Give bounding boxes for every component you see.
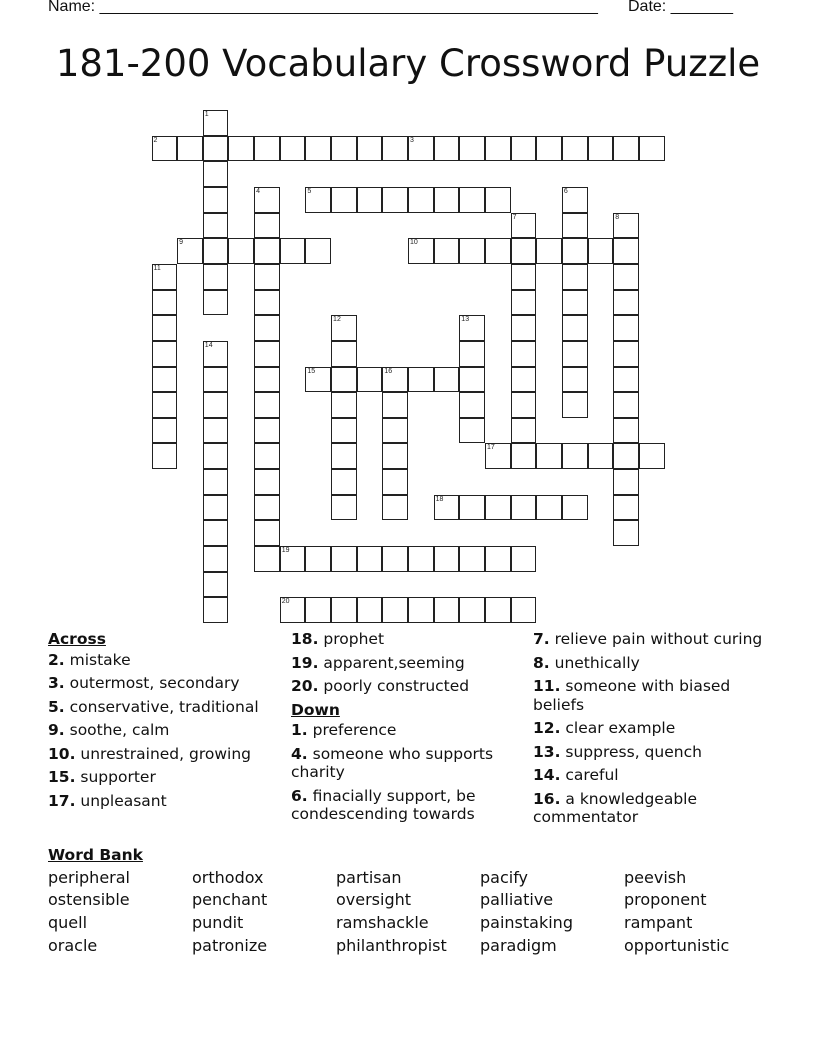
grid-cell[interactable] bbox=[203, 341, 229, 367]
grid-cell[interactable] bbox=[305, 187, 331, 213]
grid-cell[interactable] bbox=[562, 392, 588, 418]
grid-cell[interactable] bbox=[588, 136, 614, 162]
grid-cell[interactable] bbox=[408, 597, 434, 623]
grid-cell[interactable] bbox=[203, 187, 229, 213]
clue-item bbox=[48, 745, 283, 764]
grid-cell[interactable] bbox=[588, 443, 614, 469]
grid-cell[interactable] bbox=[152, 136, 178, 162]
grid-cell[interactable] bbox=[382, 392, 408, 418]
grid-cell[interactable] bbox=[305, 597, 331, 623]
clue-item-text: clear example bbox=[560, 719, 676, 737]
grid-cell[interactable] bbox=[511, 213, 537, 239]
word-bank-word: pacify bbox=[480, 868, 529, 887]
grid-cell[interactable] bbox=[203, 495, 229, 521]
grid-cell[interactable] bbox=[254, 418, 280, 444]
grid-cell[interactable] bbox=[562, 495, 588, 521]
grid-cell[interactable] bbox=[485, 443, 511, 469]
grid-cell[interactable] bbox=[331, 597, 357, 623]
clue-item-number: 20. bbox=[291, 677, 319, 695]
clue-number: 5 bbox=[307, 187, 312, 195]
clue-number: 9 bbox=[179, 239, 184, 247]
grid-cell[interactable] bbox=[511, 418, 537, 444]
clue-item-number: 2. bbox=[48, 650, 65, 669]
grid-cell[interactable] bbox=[203, 546, 229, 572]
word-bank-word: orthodox bbox=[192, 868, 264, 887]
word-bank-word: philanthropist bbox=[336, 936, 447, 955]
clue-item bbox=[533, 743, 768, 762]
clue-item-number: 3. bbox=[48, 674, 65, 692]
grid-cell[interactable] bbox=[152, 443, 178, 469]
grid-cell[interactable] bbox=[331, 546, 357, 572]
grid-cell[interactable] bbox=[613, 367, 639, 393]
grid-cell[interactable] bbox=[511, 341, 537, 367]
clue-item-number: 18. bbox=[291, 630, 319, 648]
grid-cell[interactable] bbox=[382, 136, 408, 162]
grid-cell[interactable] bbox=[562, 443, 588, 469]
word-bank-word: oracle bbox=[48, 936, 98, 955]
grid-cell[interactable] bbox=[203, 443, 229, 469]
grid-cell[interactable] bbox=[152, 418, 178, 444]
grid-cell[interactable] bbox=[613, 290, 639, 316]
grid-cell[interactable] bbox=[434, 136, 460, 162]
clue-item-number: 14. bbox=[533, 766, 561, 784]
clue-item-text: preference bbox=[307, 721, 397, 739]
grid-cell[interactable] bbox=[485, 495, 511, 521]
clue-item bbox=[291, 654, 526, 673]
grid-cell[interactable] bbox=[434, 238, 460, 264]
page-title: 181-200 Vocabulary Crossword Puzzle bbox=[55, 42, 761, 85]
clue-item-number: 19. bbox=[291, 653, 319, 672]
clue-item bbox=[533, 677, 768, 714]
grid-cell[interactable] bbox=[254, 264, 280, 290]
clue-number: 15 bbox=[307, 367, 316, 375]
word-bank-word: proponent bbox=[624, 890, 707, 909]
word-bank-word: pundit bbox=[192, 913, 244, 932]
grid-cell[interactable] bbox=[331, 187, 357, 213]
grid-cell[interactable] bbox=[511, 495, 537, 521]
grid-cell[interactable] bbox=[331, 392, 357, 418]
clue-item-text: a knowledgeable commentator bbox=[533, 789, 698, 826]
grid-cell[interactable] bbox=[562, 187, 588, 213]
grid-cell[interactable] bbox=[613, 136, 639, 162]
clue-item-text: soothe, calm bbox=[64, 721, 170, 739]
word-bank-heading: Word Bank bbox=[48, 846, 143, 864]
clue-item-number: 9. bbox=[48, 721, 65, 739]
clue-item-number: 4. bbox=[291, 744, 308, 763]
grid-cell[interactable] bbox=[177, 238, 203, 264]
grid-cell[interactable] bbox=[408, 546, 434, 572]
grid-cell[interactable] bbox=[203, 264, 229, 290]
clue-number: 2 bbox=[153, 136, 158, 144]
clue-number: 11 bbox=[153, 264, 161, 272]
clue-item bbox=[291, 677, 526, 696]
across-heading: Across bbox=[48, 630, 106, 648]
grid-cell[interactable] bbox=[203, 367, 229, 393]
clue-item-number: 5. bbox=[48, 697, 65, 716]
grid-cell[interactable] bbox=[459, 187, 485, 213]
clue-item bbox=[291, 787, 526, 824]
clue-item-number: 1. bbox=[291, 721, 308, 739]
clue-item-number: 11. bbox=[533, 677, 561, 695]
grid-cell[interactable] bbox=[459, 495, 485, 521]
grid-cell[interactable] bbox=[459, 546, 485, 572]
grid-cell[interactable] bbox=[613, 443, 639, 469]
grid-cell[interactable] bbox=[485, 187, 511, 213]
grid-cell[interactable] bbox=[280, 136, 306, 162]
word-bank-word: peripheral bbox=[48, 868, 130, 887]
clue-item-text: someone who supports charity bbox=[291, 744, 494, 781]
grid-cell[interactable] bbox=[459, 392, 485, 418]
grid-cell[interactable] bbox=[536, 238, 562, 264]
grid-cell[interactable] bbox=[280, 546, 306, 572]
grid-cell[interactable] bbox=[434, 546, 460, 572]
grid-cell[interactable] bbox=[434, 495, 460, 521]
clue-number: 1 bbox=[204, 111, 209, 118]
grid-cell[interactable] bbox=[203, 597, 229, 623]
grid-cell[interactable] bbox=[408, 238, 434, 264]
grid-cell[interactable] bbox=[203, 136, 229, 162]
grid-cell[interactable] bbox=[562, 136, 588, 162]
grid-cell[interactable] bbox=[254, 238, 280, 264]
grid-cell[interactable] bbox=[459, 315, 485, 341]
grid-cell[interactable] bbox=[331, 469, 357, 495]
clue-item-text: finacially support, be condescending towards bbox=[291, 786, 476, 823]
clue-number: 8 bbox=[615, 213, 620, 221]
grid-cell[interactable] bbox=[434, 187, 460, 213]
grid-cell[interactable] bbox=[203, 392, 229, 418]
clue-item-text: outermost, secondary bbox=[64, 674, 240, 692]
word-bank-word: painstaking bbox=[480, 913, 573, 932]
grid-cell[interactable] bbox=[254, 290, 280, 316]
grid-cell[interactable] bbox=[203, 520, 229, 546]
clues-column-1 bbox=[48, 630, 283, 815]
grid-cell[interactable] bbox=[331, 367, 357, 393]
grid-cell[interactable] bbox=[485, 238, 511, 264]
grid-cell[interactable] bbox=[152, 367, 178, 393]
grid-cell[interactable] bbox=[152, 290, 178, 316]
grid-cell[interactable] bbox=[382, 367, 408, 393]
grid-cell[interactable] bbox=[331, 341, 357, 367]
clue-item-text: unethically bbox=[549, 653, 640, 672]
grid-cell[interactable] bbox=[511, 264, 537, 290]
grid-cell[interactable] bbox=[331, 315, 357, 341]
grid-cell[interactable] bbox=[459, 418, 485, 444]
word-bank-word: ostensible bbox=[48, 890, 130, 909]
grid-cell[interactable] bbox=[203, 418, 229, 444]
clues-column-3 bbox=[533, 630, 768, 832]
clue-number: 6 bbox=[563, 187, 568, 195]
grid-cell[interactable] bbox=[511, 443, 537, 469]
word-bank-word: quell bbox=[48, 913, 88, 932]
clue-item-number: 16. bbox=[533, 789, 561, 808]
grid-cell[interactable] bbox=[613, 341, 639, 367]
word-bank-word: paradigm bbox=[480, 936, 557, 955]
grid-cell[interactable] bbox=[254, 315, 280, 341]
grid-cell[interactable] bbox=[331, 495, 357, 521]
clue-item-number: 12. bbox=[533, 719, 561, 737]
word-bank-word: partisan bbox=[336, 868, 402, 887]
word-bank-word: patronize bbox=[192, 936, 268, 955]
name-field-label[interactable]: Name: ________________________________________________________ bbox=[48, 0, 598, 15]
grid-cell[interactable] bbox=[485, 136, 511, 162]
grid-cell[interactable] bbox=[459, 238, 485, 264]
grid-cell[interactable] bbox=[357, 187, 383, 213]
grid-cell[interactable] bbox=[434, 367, 460, 393]
grid-cell[interactable] bbox=[280, 238, 306, 264]
grid-cell[interactable] bbox=[382, 187, 408, 213]
word-bank-word: oversight bbox=[336, 890, 412, 909]
grid-cell[interactable] bbox=[382, 546, 408, 572]
clue-item bbox=[48, 792, 283, 811]
clue-item-number: 8. bbox=[533, 653, 550, 672]
grid-cell[interactable] bbox=[485, 597, 511, 623]
grid-cell[interactable] bbox=[382, 597, 408, 623]
grid-cell[interactable] bbox=[203, 161, 229, 187]
clue-item bbox=[48, 768, 283, 787]
clue-number: 17 bbox=[486, 444, 495, 452]
word-bank-word: palliative bbox=[480, 890, 554, 909]
grid-cell[interactable] bbox=[613, 238, 639, 264]
grid-cell[interactable] bbox=[203, 572, 229, 598]
clue-item-number: 6. bbox=[291, 786, 308, 805]
grid-cell[interactable] bbox=[357, 367, 383, 393]
clue-item-text: careful bbox=[560, 766, 619, 784]
grid-cell[interactable] bbox=[613, 418, 639, 444]
grid-cell[interactable] bbox=[382, 418, 408, 444]
clue-item-text: mistake bbox=[64, 650, 131, 669]
grid-cell[interactable] bbox=[459, 597, 485, 623]
clue-item bbox=[291, 630, 526, 649]
clue-number: 19 bbox=[281, 547, 290, 555]
grid-cell[interactable] bbox=[639, 443, 665, 469]
clue-number: 13 bbox=[461, 316, 470, 324]
clue-number: 18 bbox=[435, 495, 444, 503]
grid-cell[interactable] bbox=[357, 136, 383, 162]
grid-cell[interactable] bbox=[459, 341, 485, 367]
grid-cell[interactable] bbox=[305, 546, 331, 572]
grid-cell[interactable] bbox=[408, 367, 434, 393]
grid-cell[interactable] bbox=[562, 315, 588, 341]
clue-item-text: relieve pain without curing bbox=[549, 630, 763, 648]
grid-cell[interactable] bbox=[228, 238, 254, 264]
clue-number: 14 bbox=[204, 341, 213, 349]
word-bank-word: ramshackle bbox=[336, 913, 429, 932]
word-bank-word: penchant bbox=[192, 890, 268, 909]
clue-item bbox=[48, 698, 283, 717]
grid-cell[interactable] bbox=[536, 136, 562, 162]
grid-cell[interactable] bbox=[305, 136, 331, 162]
clue-number: 20 bbox=[281, 598, 290, 606]
clue-item bbox=[48, 651, 283, 670]
grid-cell[interactable] bbox=[331, 443, 357, 469]
clue-number: 4 bbox=[256, 187, 260, 195]
grid-cell[interactable] bbox=[459, 136, 485, 162]
grid-cell[interactable] bbox=[613, 392, 639, 418]
clue-item-text: someone with biased beliefs bbox=[533, 677, 731, 714]
grid-cell[interactable] bbox=[485, 546, 511, 572]
grid-cell[interactable] bbox=[152, 315, 178, 341]
grid-cell[interactable] bbox=[536, 443, 562, 469]
grid-cell[interactable] bbox=[357, 597, 383, 623]
grid-cell[interactable] bbox=[254, 392, 280, 418]
grid-cell[interactable] bbox=[562, 238, 588, 264]
clue-item-text: poorly constructed bbox=[318, 677, 470, 695]
clue-item-number: 15. bbox=[48, 768, 76, 786]
clue-number: 10 bbox=[410, 239, 418, 247]
clue-item-text: unpleasant bbox=[75, 791, 167, 810]
grid-cell[interactable] bbox=[434, 597, 460, 623]
grid-cell[interactable] bbox=[588, 238, 614, 264]
word-bank-word: rampant bbox=[624, 913, 693, 932]
grid-cell[interactable] bbox=[203, 238, 229, 264]
clue-number: 7 bbox=[512, 213, 517, 221]
grid-cell[interactable] bbox=[152, 341, 178, 367]
grid-cell[interactable] bbox=[613, 495, 639, 521]
clue-item-number: 13. bbox=[533, 742, 561, 761]
clue-item-number: 17. bbox=[48, 791, 76, 810]
grid-cell[interactable] bbox=[562, 264, 588, 290]
grid-cell[interactable] bbox=[408, 136, 434, 162]
clue-item bbox=[291, 721, 526, 740]
grid-cell[interactable] bbox=[203, 290, 229, 316]
grid-cell[interactable] bbox=[177, 136, 203, 162]
grid-cell[interactable] bbox=[254, 187, 280, 213]
grid-cell[interactable] bbox=[254, 443, 280, 469]
grid-cell[interactable] bbox=[382, 495, 408, 521]
grid-cell[interactable] bbox=[511, 290, 537, 316]
clue-item-text: prophet bbox=[318, 630, 385, 648]
grid-cell[interactable] bbox=[280, 597, 306, 623]
grid-cell[interactable] bbox=[254, 213, 280, 239]
clues-column-2 bbox=[291, 630, 526, 829]
grid-cell[interactable] bbox=[562, 367, 588, 393]
grid-cell[interactable] bbox=[382, 469, 408, 495]
grid-cell[interactable] bbox=[613, 315, 639, 341]
grid-cell[interactable] bbox=[254, 546, 280, 572]
clue-item-text: supporter bbox=[75, 768, 156, 786]
grid-cell[interactable] bbox=[459, 367, 485, 393]
clue-item bbox=[48, 674, 283, 693]
grid-cell[interactable] bbox=[254, 341, 280, 367]
clue-number: 3 bbox=[410, 136, 414, 144]
clue-item-number: 10. bbox=[48, 744, 76, 763]
grid-cell[interactable] bbox=[203, 213, 229, 239]
grid-cell[interactable] bbox=[254, 495, 280, 521]
grid-cell[interactable] bbox=[305, 367, 331, 393]
clue-item bbox=[533, 790, 768, 827]
grid-cell[interactable] bbox=[382, 443, 408, 469]
clue-item-text: conservative, traditional bbox=[64, 697, 259, 716]
clue-item bbox=[533, 630, 768, 649]
grid-cell[interactable] bbox=[511, 392, 537, 418]
grid-cell[interactable] bbox=[536, 495, 562, 521]
grid-cell[interactable] bbox=[408, 187, 434, 213]
grid-cell[interactable] bbox=[511, 546, 537, 572]
grid-cell[interactable] bbox=[613, 520, 639, 546]
grid-cell[interactable] bbox=[305, 238, 331, 264]
grid-cell[interactable] bbox=[511, 136, 537, 162]
grid-cell[interactable] bbox=[613, 213, 639, 239]
down-heading: Down bbox=[291, 700, 340, 719]
grid-cell[interactable] bbox=[203, 469, 229, 495]
grid-cell[interactable] bbox=[254, 136, 280, 162]
grid-cell[interactable] bbox=[562, 341, 588, 367]
grid-cell[interactable] bbox=[152, 392, 178, 418]
word-bank-word: opportunistic bbox=[624, 936, 730, 955]
grid-cell[interactable] bbox=[357, 546, 383, 572]
grid-cell[interactable] bbox=[254, 520, 280, 546]
clue-item bbox=[533, 654, 768, 673]
clue-item-text: unrestrained, growing bbox=[75, 744, 251, 763]
grid-cell[interactable] bbox=[331, 136, 357, 162]
clue-number: 12 bbox=[333, 316, 341, 324]
grid-cell[interactable] bbox=[152, 264, 178, 290]
clue-item-number: 7. bbox=[533, 630, 550, 648]
grid-cell[interactable] bbox=[639, 136, 665, 162]
grid-cell[interactable] bbox=[228, 136, 254, 162]
clue-item bbox=[533, 719, 768, 738]
grid-cell[interactable] bbox=[331, 418, 357, 444]
clue-item-text: suppress, quench bbox=[560, 742, 702, 761]
grid-cell[interactable] bbox=[254, 469, 280, 495]
clue-number: 16 bbox=[384, 367, 393, 375]
date-field-label[interactable]: Date: _______ bbox=[628, 0, 733, 15]
grid-cell[interactable] bbox=[511, 315, 537, 341]
clue-item bbox=[291, 745, 526, 782]
grid-cell[interactable] bbox=[562, 213, 588, 239]
grid-cell[interactable] bbox=[562, 290, 588, 316]
clue-item-text: apparent,seeming bbox=[318, 653, 465, 672]
word-bank-word: peevish bbox=[624, 868, 687, 887]
clue-item bbox=[533, 766, 768, 785]
grid-cell[interactable] bbox=[511, 238, 537, 264]
grid-cell[interactable] bbox=[254, 367, 280, 393]
grid-cell[interactable] bbox=[613, 469, 639, 495]
grid-cell[interactable] bbox=[203, 110, 229, 136]
grid-cell[interactable] bbox=[613, 264, 639, 290]
grid-cell[interactable] bbox=[511, 597, 537, 623]
grid-cell[interactable] bbox=[511, 367, 537, 393]
clue-item bbox=[48, 721, 283, 740]
